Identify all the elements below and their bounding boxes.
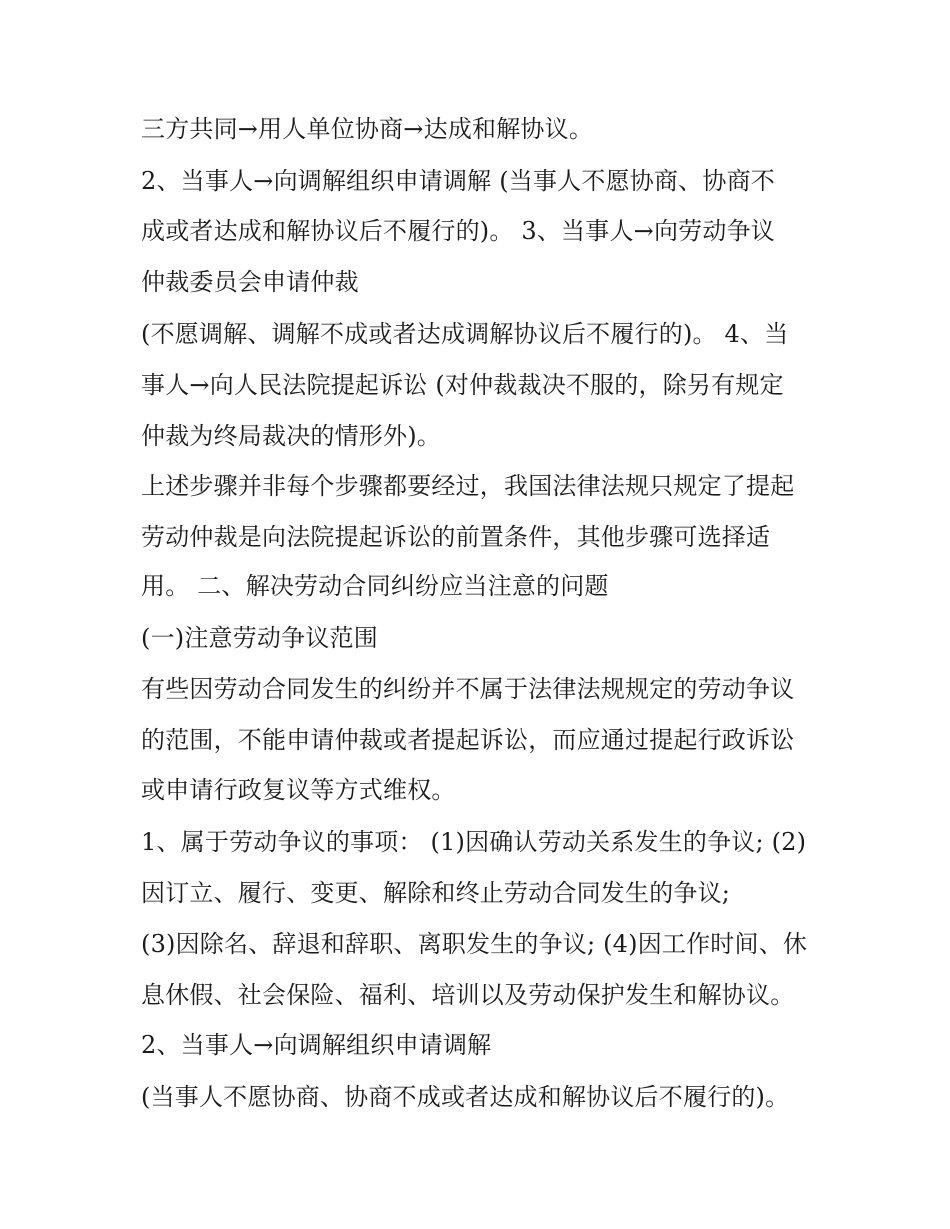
- text-line: 1、属于劳动争议的事项： (1)因确认劳动关系发生的争议; (2): [141, 828, 807, 856]
- text-line: 的范围，不能申请仲裁或者提起诉讼，而应通过提起行政诉讼: [141, 726, 795, 754]
- text-line: (当事人不愿协商、协商不成或者达成和解协议后不履行的)。: [141, 1083, 790, 1111]
- text-line: (不愿调解、调解不成或者达成调解协议后不履行的)。 4、当: [141, 320, 789, 348]
- text-line: 仲裁委员会申请仲裁: [141, 268, 359, 296]
- text-line: 劳动仲裁是向法院提起诉讼的前置条件，其他步骤可选择适: [141, 523, 771, 551]
- text-line: 上述步骤并非每个步骤都要经过，我国法律法规只规定了提起: [141, 472, 795, 500]
- text-line: 2、当事人→向调解组织申请调解: [141, 1031, 492, 1059]
- text-line: 有些因劳动合同发生的纠纷并不属于法律法规规定的劳动争议: [141, 675, 795, 703]
- text-line: 因订立、履行、变更、解除和终止劳动合同发生的争议;: [141, 879, 731, 907]
- text-line: 2、当事人→向调解组织申请调解 (当事人不愿协商、协商不: [141, 167, 775, 195]
- text-line: 三方共同→用人单位协商→达成和解协议。: [141, 115, 594, 143]
- text-line: 仲裁为终局裁决的情形外)。: [141, 422, 441, 450]
- text-line: 成或者达成和解协议后不履行的)。 3、当事人→向劳动争议: [141, 217, 775, 245]
- section-heading: (一)注意劳动争议范围: [141, 624, 378, 652]
- text-line: 事人→向人民法院提起诉讼 (对仲裁裁决不服的，除另有规定: [141, 371, 784, 399]
- text-line: 息休假、社会保险、福利、培训以及劳动保护发生和解协议。: [141, 981, 795, 1009]
- text-line: 用。 二、解决劳动合同纠纷应当注意的问题: [141, 572, 609, 600]
- text-line: 或申请行政复议等方式维权。: [141, 776, 456, 804]
- text-line: (3)因除名、辞退和辞职、离职发生的争议; (4)因工作时间、休: [141, 930, 808, 958]
